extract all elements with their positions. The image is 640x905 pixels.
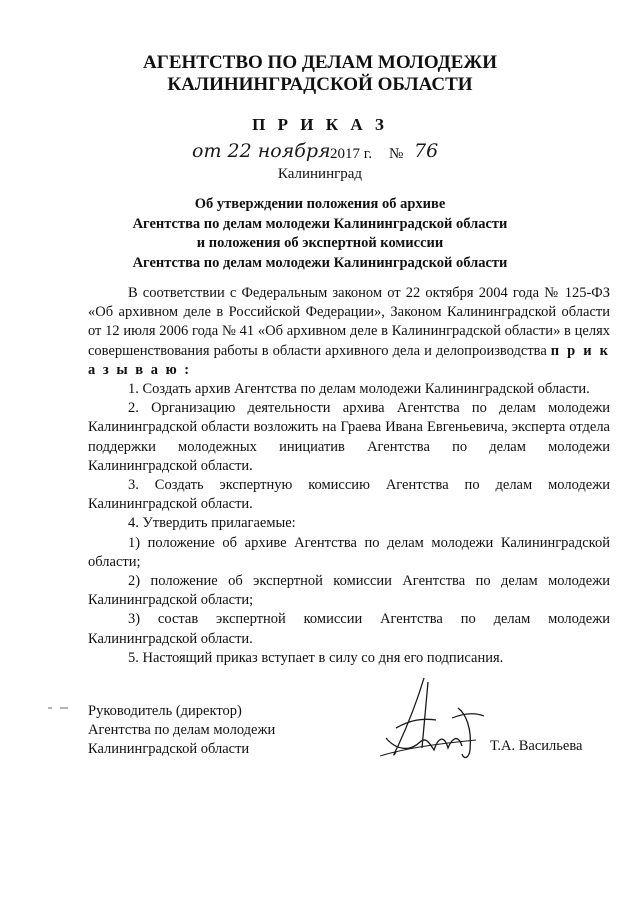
org-line-1: АГЕНТСТВО ПО ДЕЛАМ МОЛОДЕЖИ: [143, 52, 497, 73]
order-word: п р и к а з ы в а ю :: [88, 342, 610, 378]
scan-mark: [48, 706, 70, 710]
intro-paragraph: [88, 284, 610, 380]
subject-line-1: Об утверждении положения об архиве: [194, 196, 446, 212]
document-subject: [0, 195, 640, 273]
intro-text: В соответствии с Федеральным законом от 22 октября 2004 года № 125-ФЗ «Об архивном деле в Российской Федерации», Законом Калининградской области от 12 июля 2006 года № 41 «Об архивном деле в Калининградской области» в целях совершенствования работы в области архивного дела и делопроизводства: [88, 285, 610, 359]
org-line-2: КАЛИНИНГРАДСКОЙ ОБЛАСТИ: [167, 74, 473, 95]
item-4-2: 2) положение об экспертной комиссии Агентства по делам молодежи Калининградской области;: [88, 573, 610, 609]
item-3: 3. Создать экспертную комиссию Агентства по делам молодежи Калининградской области.: [88, 477, 610, 513]
subject-line-2: Агентства по делам молодежи Калининградской области: [132, 215, 508, 232]
signatory-name: Т.А. Васильева: [490, 738, 583, 754]
order-body: [88, 284, 610, 668]
item-5: 5. Настоящий приказ вступает в силу со дня его подписания.: [128, 649, 504, 666]
item-4-3: 3) состав экспертной комиссии Агентства по делам молодежи Калининградской области.: [88, 611, 610, 647]
year-text: 2017 г.: [330, 146, 372, 162]
document-type: П Р И К А З: [252, 115, 388, 134]
organization-title: [0, 52, 640, 96]
handwritten-number: 76: [414, 140, 439, 162]
position-line-3: Калининградской области: [88, 741, 250, 757]
number-label: №: [389, 146, 404, 162]
handwritten-signature: [366, 668, 490, 768]
handwritten-date: от 22 ноября: [192, 140, 331, 162]
subject-line-3: и положения об экспертной комиссии: [196, 235, 444, 251]
position-line-2: Агентства по делам молодежи: [88, 722, 276, 738]
city: Калининград: [277, 166, 363, 182]
item-2: 2. Организацию деятельности архива Агентства по делам молодежи Калининградской области возложить на Граева Ивана Евгеньевича, эксперта отдела поддержки молодежных инициатив Агентства по делам молодежи Калининградской области.: [88, 400, 610, 474]
signatory-position: [88, 702, 275, 759]
position-line-1: Руководитель (директор): [88, 703, 242, 719]
item-1: 1. Создать архив Агентства по делам молодежи Калининградской области.: [128, 381, 590, 398]
subject-line-4: Агентства по делам молодежи Калининградской области: [132, 254, 508, 271]
item-4: 4. Утвердить прилагаемые:: [128, 515, 296, 532]
item-4-1: 1) положение об архиве Агентства по делам молодежи Калининградской области;: [88, 534, 610, 570]
